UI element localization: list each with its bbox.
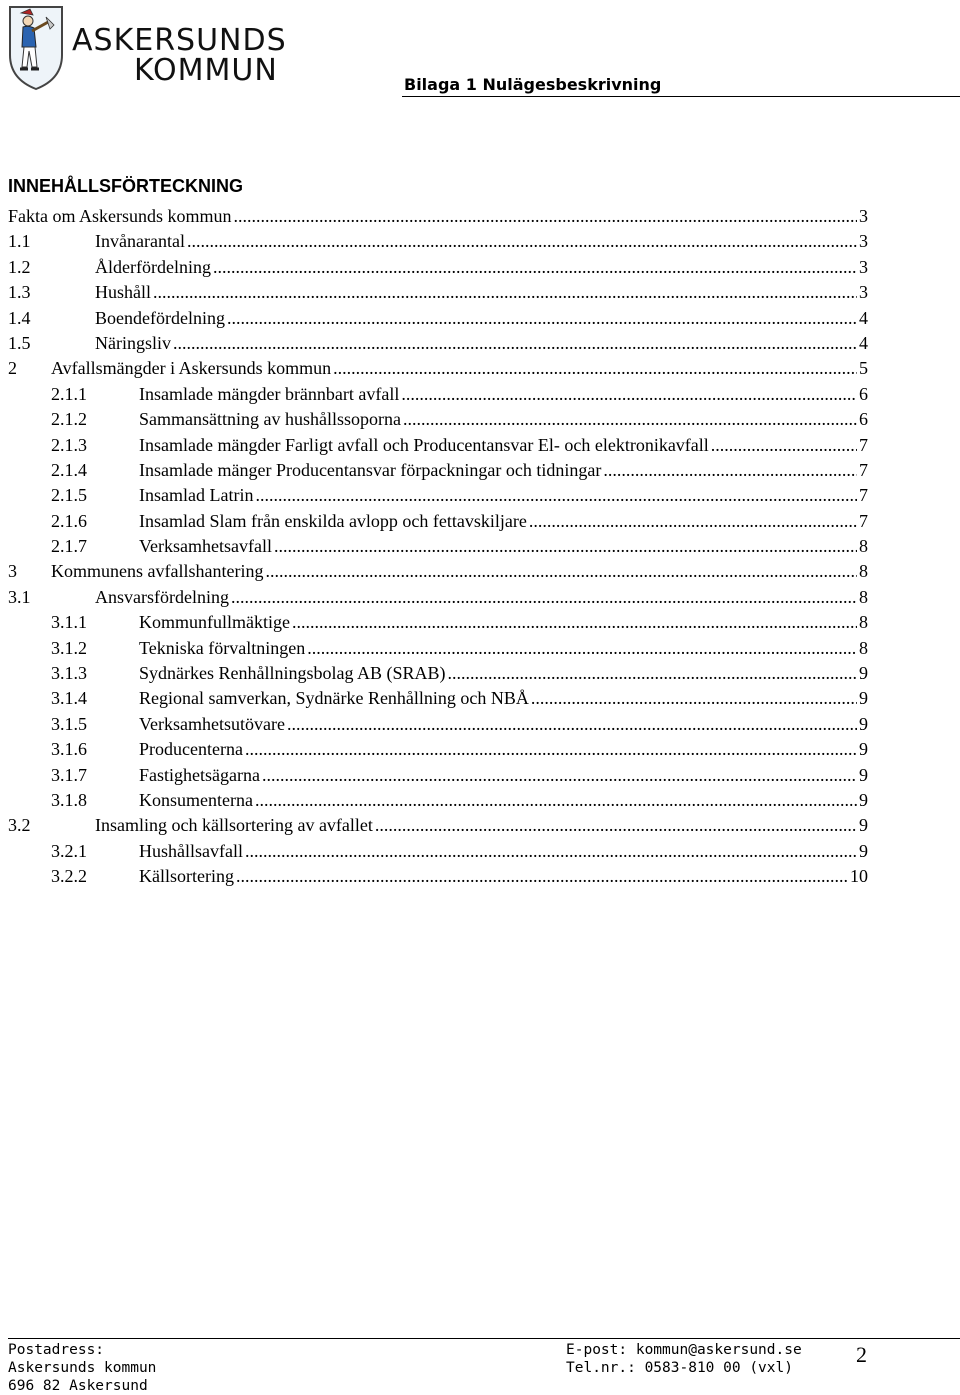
toc-entry-title: Boendefördelning	[95, 307, 225, 328]
toc-entry[interactable]	[8, 585, 868, 610]
toc-entry-page: 7	[859, 510, 868, 531]
toc-entry-number: 3	[8, 561, 17, 582]
page-number: 2	[856, 1342, 867, 1367]
toc-entry-page: 3	[859, 282, 868, 303]
toc-entry-page: 9	[859, 739, 868, 760]
toc-entry-page: 9	[859, 840, 868, 861]
toc-dot-leader	[231, 585, 857, 610]
toc-entry-title: Kommunfullmäktige	[139, 612, 290, 633]
toc-dot-leader	[265, 559, 857, 584]
toc-entry[interactable]	[8, 433, 868, 458]
postal-address	[8, 1341, 156, 1395]
toc-dot-leader	[711, 433, 857, 458]
toc-entry[interactable]	[8, 813, 868, 838]
toc-entry-number: 3.1	[8, 586, 31, 607]
toc-entry-title: Kommunens avfallshantering	[51, 561, 264, 582]
toc-entry-number: 2	[8, 358, 17, 379]
toc-entry-page: 9	[859, 688, 868, 709]
toc-entry[interactable]	[8, 483, 868, 508]
toc-entry-title: Sydnärkes Renhållningsbolag AB (SRAB)	[139, 663, 446, 684]
postal-city: 696 82 Askersund	[8, 1378, 148, 1394]
toc-entry-title: Insamlad Latrin	[139, 485, 254, 506]
toc-entry-page: 8	[859, 586, 868, 607]
toc-dot-leader	[173, 331, 857, 356]
document-title: Bilaga 1 Nulägesbeskrivning	[404, 75, 662, 94]
toc-entry-number: 2.1.3	[51, 434, 87, 455]
toc-entry-page: 8	[859, 536, 868, 557]
toc-entry-page: 7	[859, 459, 868, 480]
toc-entry[interactable]	[8, 712, 868, 737]
toc-entry-number: 2.1.7	[51, 536, 87, 557]
toc-entry[interactable]	[8, 280, 868, 305]
toc-entry-number: 1.1	[8, 231, 31, 252]
toc-entry[interactable]	[8, 204, 868, 229]
toc-entry-number: 2.1.6	[51, 510, 87, 531]
toc-dot-leader	[153, 280, 857, 305]
toc-entry-page: 4	[859, 332, 868, 353]
toc-entry[interactable]	[8, 356, 868, 381]
page-header	[0, 0, 960, 100]
toc-entry-title: Källsortering	[139, 866, 234, 887]
toc-entry-number: 3.1.3	[51, 663, 87, 684]
toc-entry[interactable]	[8, 255, 868, 280]
email-text: E-post: kommun@askersund.se	[566, 1342, 802, 1358]
toc-entry-title: Hushåll	[95, 282, 151, 303]
toc-entry-page: 6	[859, 409, 868, 430]
toc-entry-number: 3.1.4	[51, 688, 87, 709]
toc-entry-page: 3	[859, 231, 868, 252]
toc-entry-page: 9	[859, 713, 868, 734]
postal-label: Postadress:	[8, 1342, 105, 1358]
toc-entry-number: 1.2	[8, 256, 31, 277]
toc-entry-number: 3.1.6	[51, 739, 87, 760]
toc-entry[interactable]	[8, 458, 868, 483]
toc-entry[interactable]	[8, 839, 868, 864]
toc-entry-title: Verksamhetsavfall	[139, 536, 272, 557]
toc-entry-title: Tekniska förvaltningen	[139, 637, 306, 658]
toc-entry-page: 10	[850, 866, 868, 887]
toc-dot-leader	[255, 788, 857, 813]
toc-entry-title: Näringsliv	[95, 332, 171, 353]
toc-entry[interactable]	[8, 559, 868, 584]
toc-entry-title: Insamlad Slam från enskilda avlopp och fettavskiljare	[139, 510, 527, 531]
toc-entry-title: Fastighetsägarna	[139, 764, 260, 785]
toc-dot-leader	[448, 661, 858, 686]
toc-dot-leader	[262, 763, 857, 788]
toc-entry-number: 3.2.2	[51, 866, 87, 887]
toc-entry[interactable]	[8, 788, 868, 813]
toc-dot-leader	[531, 686, 857, 711]
toc-entry-title: Verksamhetsutövare	[139, 713, 285, 734]
toc-entry-page: 3	[859, 206, 868, 226]
toc-entry-page: 8	[859, 561, 868, 582]
logo-line-2: KOMMUN	[134, 53, 278, 88]
toc-entry[interactable]	[8, 661, 868, 686]
toc-entry-number: 3.1.8	[51, 789, 87, 810]
toc-entry-page: 3	[859, 256, 868, 277]
toc-dot-leader	[236, 864, 848, 889]
toc-entry-title: Insamlade mängder Farligt avfall och Producentansvar El- och elektronikavfall	[139, 434, 709, 455]
toc-entry[interactable]	[8, 407, 868, 432]
toc-entry[interactable]	[8, 509, 868, 534]
toc-dot-leader	[401, 382, 857, 407]
toc-entry[interactable]	[8, 534, 868, 559]
toc-entry[interactable]	[8, 864, 868, 889]
toc-entry-page: 8	[859, 612, 868, 633]
toc-entry-number: 3.1.2	[51, 637, 87, 658]
toc-entry-title: Sammansättning av hushållssoporna	[139, 409, 401, 430]
toc-entry[interactable]	[8, 382, 868, 407]
toc-dot-leader	[529, 509, 857, 534]
toc-entry-page: 6	[859, 383, 868, 404]
toc-dot-leader	[227, 306, 857, 331]
toc-entry-page: 5	[859, 358, 868, 379]
toc-dot-leader	[603, 458, 857, 483]
toc-dot-leader	[287, 712, 857, 737]
toc-entry-title: Insamlade mängder brännbart avfall	[139, 383, 400, 404]
toc-entry[interactable]	[8, 229, 868, 254]
toc-entry-title: Producenterna	[139, 739, 243, 760]
logo-line-1: ASKERSUNDS	[72, 23, 287, 58]
toc-dot-leader	[307, 636, 857, 661]
toc-dot-leader	[213, 255, 857, 280]
toc-entry-title: Fakta om Askersunds kommun	[8, 206, 232, 226]
municipality-logo-text	[72, 23, 287, 88]
toc-dot-leader	[274, 534, 857, 559]
toc-entry[interactable]	[8, 331, 868, 356]
toc-dot-leader	[333, 356, 857, 381]
toc-entry-title: Hushållsavfall	[139, 840, 243, 861]
contact-info	[566, 1341, 802, 1377]
toc-entry-title: Regional samverkan, Sydnärke Renhållning och NBÅ	[139, 688, 529, 709]
toc-entry-page: 9	[859, 789, 868, 810]
toc-entry-number: 1.4	[8, 307, 31, 328]
toc-entry-number: 3.1.5	[51, 713, 87, 734]
toc-entry-title: Insamlade mänger Producentansvar förpackningar och tidningar	[139, 459, 602, 480]
footer-divider	[8, 1338, 960, 1339]
toc-entry-page: 4	[859, 307, 868, 328]
header-divider	[402, 96, 960, 97]
toc-entry-number: 2.1.4	[51, 459, 87, 480]
toc-entry-page: 9	[859, 764, 868, 785]
toc-entry-title: Invånarantal	[95, 231, 185, 252]
toc-entry-title: Insamling och källsortering av avfallet	[95, 815, 373, 836]
toc-entry-title: Konsumenterna	[139, 789, 253, 810]
postal-name: Askersunds kommun	[8, 1360, 157, 1376]
toc-entry-number: 1.3	[8, 282, 31, 303]
table-of-contents	[8, 204, 868, 890]
toc-entry[interactable]	[8, 686, 868, 711]
toc-entry[interactable]	[8, 306, 868, 331]
toc-entry-page: 8	[859, 637, 868, 658]
toc-entry-number: 3.1.1	[51, 612, 87, 633]
toc-dot-leader	[187, 229, 857, 254]
toc-entry-page: 7	[859, 485, 868, 506]
toc-dot-leader	[234, 204, 858, 229]
toc-entry[interactable]	[8, 763, 868, 788]
toc-entry-number: 1.5	[8, 332, 31, 353]
toc-entry-number: 2.1.5	[51, 485, 87, 506]
toc-entry-page: 7	[859, 434, 868, 455]
toc-entry-number: 3.2.1	[51, 840, 87, 861]
toc-entry-page: 9	[859, 815, 868, 836]
municipality-crest-icon	[6, 3, 66, 91]
toc-entry-number: 2.1.1	[51, 383, 87, 404]
toc-entry-title: Ålderfördelning	[95, 256, 211, 277]
toc-entry[interactable]	[8, 610, 868, 635]
toc-entry-page: 9	[859, 663, 868, 684]
toc-entry-number: 3.1.7	[51, 764, 87, 785]
toc-entry[interactable]	[8, 737, 868, 762]
toc-dot-leader	[245, 839, 857, 864]
toc-dot-leader	[292, 610, 857, 635]
toc-entry-title: Avfallsmängder i Askersunds kommun	[51, 358, 332, 379]
toc-entry-number: 3.2	[8, 815, 31, 836]
phone-text: Tel.nr.: 0583-810 00 (vxl)	[566, 1360, 793, 1376]
toc-dot-leader	[245, 737, 857, 762]
toc-entry[interactable]	[8, 636, 868, 661]
toc-heading: INNEHÅLLSFÖRTECKNING	[8, 176, 243, 196]
toc-dot-leader	[375, 813, 857, 838]
toc-dot-leader	[255, 483, 857, 508]
toc-dot-leader	[403, 407, 857, 432]
toc-entry-title: Ansvarsfördelning	[95, 586, 229, 607]
toc-entry-number: 2.1.2	[51, 409, 87, 430]
